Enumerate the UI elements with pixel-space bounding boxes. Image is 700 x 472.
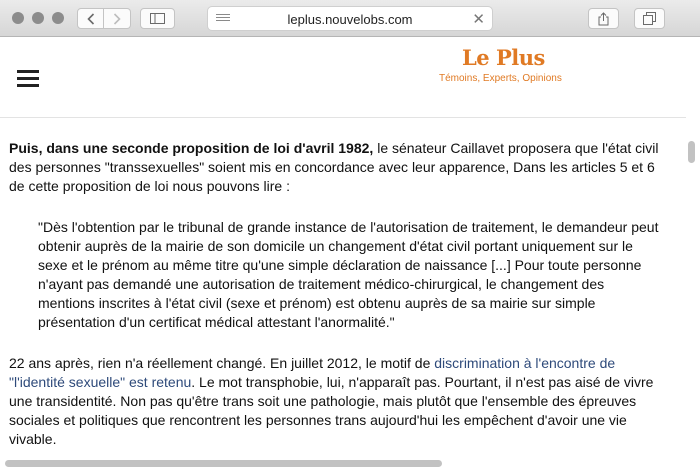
address-bar[interactable] xyxy=(207,6,493,31)
article-body xyxy=(9,139,669,449)
site-logo[interactable]: Le Plus xyxy=(462,45,545,70)
chevron-left-icon xyxy=(87,13,95,25)
close-window-button[interactable] xyxy=(12,12,24,24)
back-button[interactable] xyxy=(77,8,104,29)
paragraph-bold-lead: Puis, dans une seconde proposition de loi d'avril 1982, xyxy=(9,140,374,156)
close-icon[interactable]: ✕ xyxy=(472,11,485,28)
article-paragraph xyxy=(9,139,669,196)
share-button[interactable] xyxy=(588,8,619,29)
minimize-window-button[interactable] xyxy=(32,12,44,24)
share-icon xyxy=(598,12,609,26)
menu-icon[interactable] xyxy=(17,70,39,88)
paragraph-text: 22 ans après, rien n'a réellement changé. En juillet 2012, le motif de xyxy=(9,355,435,371)
vertical-scrollbar[interactable] xyxy=(688,141,695,163)
paragraph-text: le sénateur Caillavet proposera que l'état civil des personnes "transsexuelles" soient mis en concordance avec leur apparence, Dans les articles 5 et 6 de cette proposition de loi nous pouvons lire : xyxy=(9,140,659,194)
forward-button[interactable] xyxy=(104,8,131,29)
article-paragraph xyxy=(9,354,669,449)
site-tagline: Témoins, Experts, Opinions xyxy=(439,73,562,84)
chevron-right-icon xyxy=(113,13,121,25)
horizontal-scrollbar[interactable] xyxy=(5,460,442,467)
sidebar-button[interactable] xyxy=(140,8,175,29)
url-text: leplus.nouvelobs.com xyxy=(287,12,413,27)
zoom-window-button[interactable] xyxy=(52,12,64,24)
tabs-icon xyxy=(643,12,656,25)
browser-toolbar xyxy=(0,0,700,37)
sidebar-icon xyxy=(150,13,165,24)
article-quote: "Dès l'obtention par le tribunal de grande instance de l'autorisation de traitement, le demandeur peut obtenir auprès de la mairie de son domicile un changement d'état civil portant uniquement sur le sexe et le prénom au même titre qu'une simple déclaration de naissance [...] Pour toute personne n'ayant pas demandé une autorisation de traitement médico-chirurgical, le changement des mentions inscrites à l'état civil (sexe et prénom) est obtenu auprès de sa mairie sur simple présentation d'un certificat médical attestant l'anormalité." xyxy=(38,219,659,330)
paragraph-text: . Le mot transphobie, lui, n'apparaît pas. Pourtant, il n'est pas aisé de vivre une transidentité. Non pas qu'être trans soit une pathologie, mais plutôt que l'ensemble des épreuves sociales et politiques que rencontrent les personnes trans aujourd'hui les empêchent d'avoir une vie vivable. xyxy=(9,374,654,447)
site-header xyxy=(0,37,686,118)
article-link[interactable]: discrimination à l'encontre de "l'identité sexuelle" est retenu xyxy=(9,355,616,390)
navigation-buttons xyxy=(77,8,131,29)
tabs-button[interactable] xyxy=(634,8,665,29)
